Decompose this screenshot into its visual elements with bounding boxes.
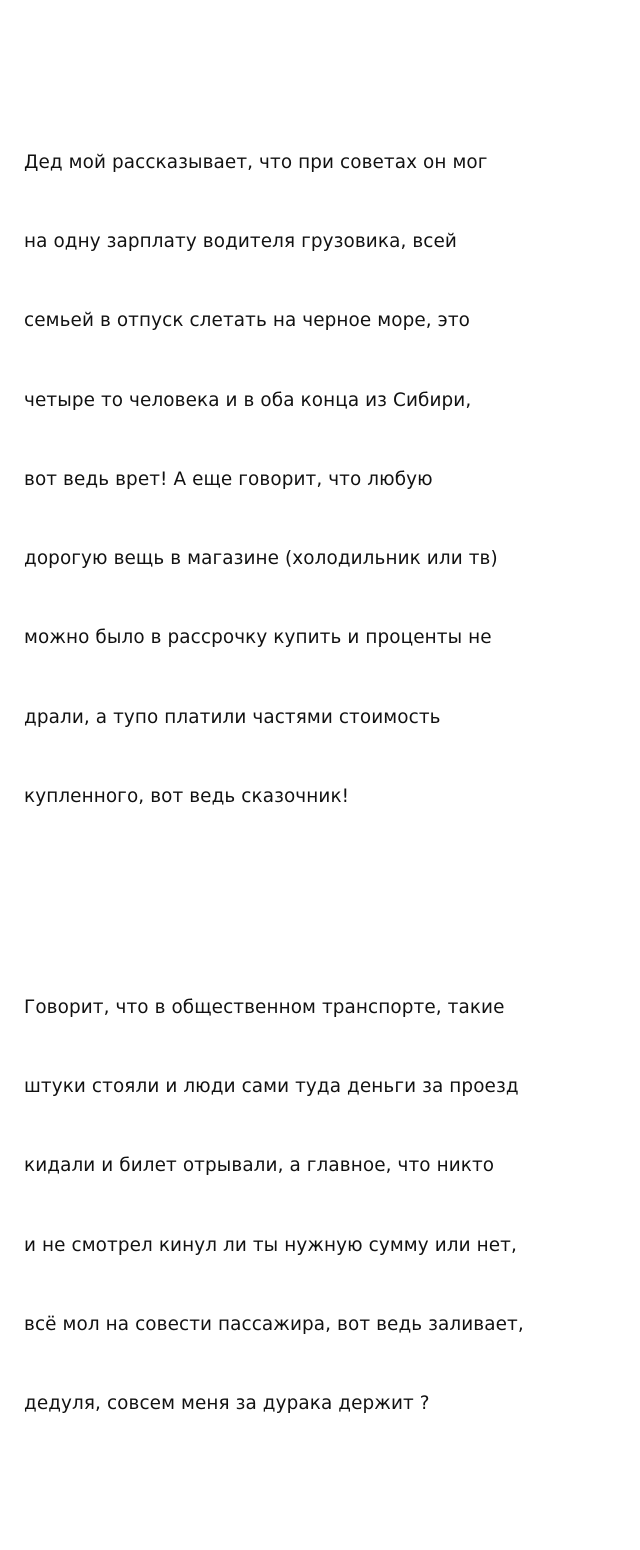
text-line: штуки стояли и люди сами туда деньги за проезд	[24, 1076, 519, 1098]
text-line: можно было в рассрочку купить и проценты не	[24, 627, 492, 649]
paragraph	[24, 97, 618, 863]
text-line: на одну зарплату водителя грузовика, всей	[24, 231, 457, 253]
text-line: Дед мой рассказывает, что при советах он мог	[24, 152, 488, 174]
text-line: кидали и билет отрывали, а главное, что никто	[24, 1155, 495, 1177]
text-line: четыре то человека и в оба конца из Сибири,	[24, 389, 472, 411]
text-line: вот ведь врет! А еще говорит, что любую	[24, 468, 433, 490]
paragraph	[24, 942, 618, 1470]
text-line: Говорит, что в общественном транспорте, такие	[24, 997, 505, 1019]
text-line: драли, а тупо платили частями стоимость	[24, 706, 441, 728]
text-line: купленного, вот ведь сказочник!	[24, 785, 350, 807]
document-text	[24, 18, 618, 1550]
text-line: всё мол на совести пассажира, вот ведь заливает,	[24, 1313, 524, 1335]
text-line: семьей в отпуск слетать на черное море, это	[24, 310, 471, 332]
text-line: дорогую вещь в магазине (холодильник или тв)	[24, 548, 498, 570]
text-line: дедуля, совсем меня за дурака держит ?	[24, 1393, 430, 1415]
text-line: и не смотрел кинул ли ты нужную сумму или нет,	[24, 1234, 517, 1256]
